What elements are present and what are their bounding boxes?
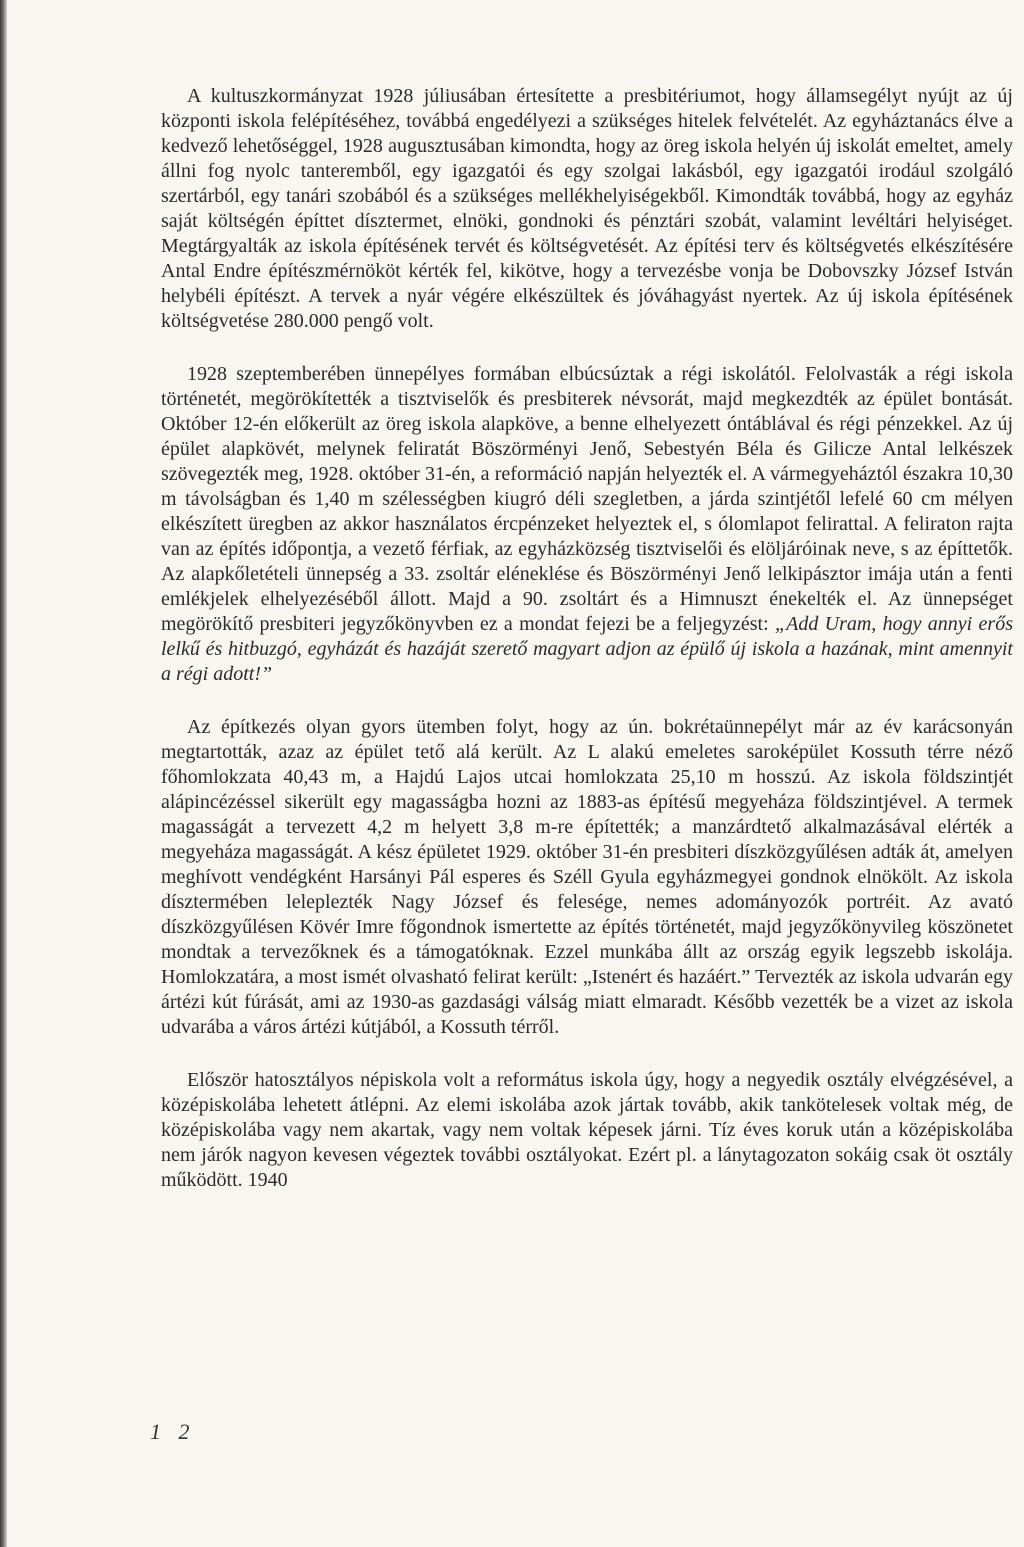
paragraph-2-quote: „Add Uram, hogy annyi erős lelkű és hitbuzgó, egyházát és hazáját szerető magyart adjon az épülő új iskola a hazának, mint amennyit a régi adott!” [161,613,1013,685]
scan-binding-edge [0,0,7,1547]
book-page-body [161,84,1013,1193]
page-number: 1 2 [150,1419,196,1444]
paragraph-2-text: 1928 szeptemberében ünnepélyes formában elbúcsúztak a régi iskolától. Felolvasták a régi iskola történetét, megörökítették a tisztviselők és presbiterek névsorát, majd megkezdték az épület bontását. Október 12-én előkerült az öreg iskola alapköve, a benne elhelyezett óntáblával és régi pénzekkel. Az új épület alapkövét, melynek feliratát Böszörményi Jenő, Sebestyén Béla és Gilicze Antal lelkészek szövegezték meg, 1928. október 31-én, a reformáció napján helyezték el. A vármegyeháztól északra 10,30 m távolságban és 1,40 m szélességben kiugró déli szegletben, a járda szintjétől lefelé 60 cm mélyen elkészített üregben az akkor használatos ércpénzeket helyeztek el, s ólomlapot felirattal. A feliraton rajta van az építés időpontja, a vezető férfiak, az egyházközség tisztviselői és elöljáróinak neve, s az építtetők. Az alapkőletételi ünnepség a 33. zsoltár eléneklése és Böszörményi Jenő lelkipásztor imája után a fenti emlékjelek elhelyezéséből állott. Majd a 90. zsoltárt és a Himnuszt énekelték el. Az ünnepséget megörökítő presbiteri jegyzőkönyvben ez a mondat fejezi be a feljegyzést: [161,363,1013,635]
paragraph-2 [161,362,1013,687]
paragraph-1 [161,84,1013,334]
paragraph-3-text: Az építkezés olyan gyors ütemben folyt, hogy az ún. bokrétaünnepélyt már az év karácsonyán megtartották, azaz az épület tető alá került. Az L alakú emeletes saroképület Kossuth térre néző főhomlokzata 40,43 m, a Hajdú Lajos utcai homlokzata 25,10 m hosszú. Az iskola földszintjét alápincézéssel sikerült egy magasságba hozni az 1883-as építésű megyeháza földszintjével. A termek magasságát a tervezett 4,2 m helyett 3,8 m-re építették; a manzárdtető alkalmazásával elérték a megyeháza magasságát. A kész épületet 1929. október 31-én presbiteri díszközgyűlésen adták át, amelyen meghívott vendégként Harsányi Pál esperes és Széll Gyula egyházmegyei gondnok elnökölt. Az iskola dísztermében leleplezték Nagy József és felesége, nemes adományozók portréit. Az avató díszközgyűlésen Kövér Imre főgondnok ismertette az építés történetét, majd jegyzőkönyvileg köszönetet mondtak a tervezőknek és a támogatóknak. Ezzel munkába állt az ország egyik legszebb iskolája. Homlokzatára, a most ismét olvasható felirat került: „Istenért és hazáért.” Tervezték az iskola udvarán egy ártézi kút fúrását, ami az 1930-as gazdasági válság miatt elmaradt. Később vezették be a vizet az iskola udvarába a város ártézi kútjából, a Kossuth térről. [161,716,1013,1038]
paragraph-3 [161,715,1013,1040]
paragraph-4 [161,1068,1013,1193]
paragraph-1-text: A kultuszkormányzat 1928 júliusában értesítette a presbitériumot, hogy államsegélyt nyújt az új központi iskola felépítéséhez, továbbá engedélyezi a szükséges hitelek felvételét. Az egyháztanács élve a kedvező lehetőséggel, 1928 augusztusában kimondta, hogy az öreg iskola helyén új iskolát emeltet, amely állni fog nyolc tanteremből, egy igazgatói és egy szolgai lakásból, egy igazgatói irodául szolgáló szertárból, egy tanári szobából és a szükséges mellékhelyiségekből. Kimondták továbbá, hogy az egyház saját költségén építtet dísztermet, elnöki, gondnoki és pénztári szobát, valamint levéltári helyiséget. Megtárgyalták az iskola építésének tervét és költségvetését. Az építési terv és költségvetés elkészítésére Antal Endre építészmérnököt kérték fel, kikötve, hogy a tervezésbe vonja be Dobovszky József István helybéli építészt. A tervek a nyár végére elkészültek és jóváhagyást nyertek. Az új iskola építésének költségvetése 280.000 pengő volt. [161,85,1013,332]
paragraph-4-text: Először hatosztályos népiskola volt a református iskola úgy, hogy a negyedik osztály elvégzésével, a középiskolába lehetett átlépni. Az elemi iskolába azok jártak tovább, akik tankötelesek voltak még, de középiskolába vagy nem akartak, vagy nem voltak képesek járni. Tíz éves koruk után a középiskolába nem járók nagyon kevesen végeztek további osztályokat. Ezért pl. a lánytagozaton sokáig csak öt osztály működött. 1940 [161,1069,1013,1191]
